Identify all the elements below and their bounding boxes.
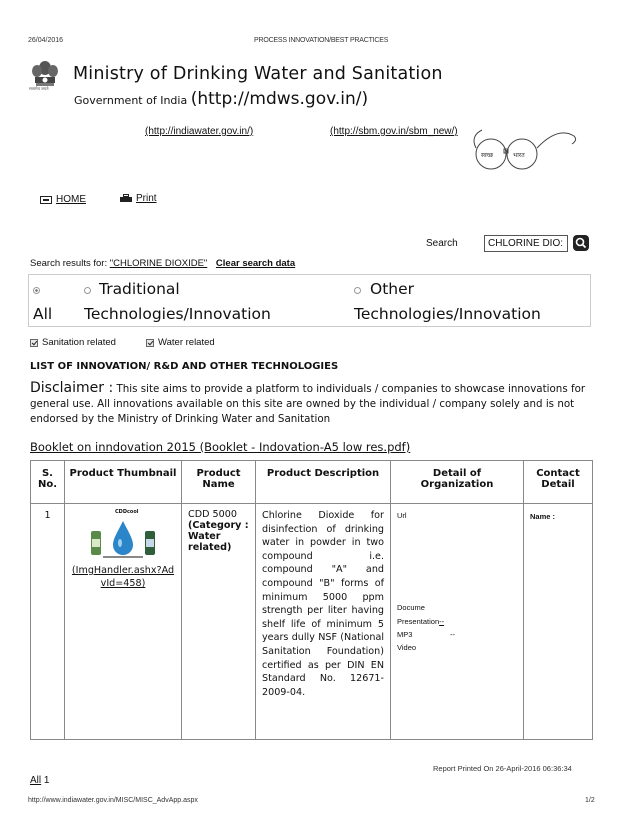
ministry-title: Ministry of Drinking Water and Sanitation [73,64,443,84]
ministry-subtitle [74,89,368,109]
search-results-prefix: Search results for: [30,258,108,269]
search-icon [573,235,589,251]
disclaimer-text: This site aims to provide a platform to individuals / companies to showcase innovations for general use. All innovations available on this site are owned by the individual / company solely and is not endorsed by the Ministry of Drinking Water and Sanitation [30,383,586,425]
print-link[interactable] [120,193,157,204]
thumbnail-link[interactable]: (ImgHandler.ashx?AdvId=458) [71,565,175,589]
sbm-link[interactable]: (http://sbm.gov.in/sbm_new/) [330,126,458,137]
header-thumbnail: Product Thumbnail [65,461,182,504]
org-mp3 [397,630,455,639]
org-presentation-value[interactable]: -- [439,617,445,626]
home-label: HOME [56,194,86,205]
print-title: PROCESS INNOVATION/BEST PRACTICES [254,37,389,44]
table-header-row [31,461,593,504]
header-product-name: Product Name [182,461,256,504]
water-label: Water related [158,337,215,348]
sanitation-filter[interactable] [30,337,116,348]
thumb-brand: CDDcool [115,509,139,515]
radio-all[interactable] [33,287,40,294]
footer-page: 1/2 [585,797,595,804]
pager [30,775,49,786]
other-label-1: Other [370,280,415,298]
org-presentation-label: Presentation [397,617,440,626]
search-label: Search [426,238,458,249]
other-label-2: Technologies/Innovation [354,305,541,323]
water-checkbox[interactable] [146,339,154,347]
cell-description: Chlorine Dioxide for disinfection of drinking water in powder in two compound i.e. compound "A" and compound "B" forms of minimum 5000 ppm strength per liter having shelf life of minimum 5 years dully NSF (National Sanitation Foundation) certified as per DIN EN Standard No. 12671-2009-04. [256,504,391,740]
disclaimer [30,381,595,427]
org-mp3-label: MP3 [397,630,413,639]
pager-page[interactable]: 1 [43,775,50,786]
government-label: Government of India [74,94,188,107]
header-organization: Detail of Organization [391,461,524,504]
cell-thumbnail [65,504,182,740]
org-document: Docume [397,603,425,612]
org-mp3-value: -- [450,630,455,639]
swachh-left-text: स्वच्छ [481,153,494,159]
product-thumbnail-image[interactable] [83,509,163,561]
cell-organization [391,504,524,740]
cell-product-name [182,504,256,740]
org-presentation [397,617,444,626]
section-title: LIST OF INNOVATION/ R&D AND OTHER TECHNOLOGIES [30,361,339,372]
footer-url: http://www.indiawater.gov.in/MISC/MISC_AdvApp.aspx [28,797,198,804]
indiawater-link[interactable]: (http://indiawater.gov.in/) [145,126,254,137]
home-link[interactable] [40,194,86,205]
disclaimer-label: Disclaimer : [30,380,114,396]
swachh-bharat-logo-icon [468,122,578,174]
water-filter[interactable] [146,337,215,348]
results-table [30,460,593,740]
pager-all-link[interactable]: All [30,775,42,786]
clear-search-link[interactable]: Clear search data [215,258,296,269]
booklet-link[interactable]: Booklet on inndovation 2015 (Booklet - Indovation-A5 low res.pdf) [30,440,411,454]
cell-contact: Name : [524,504,593,740]
search-input[interactable]: CHLORINE DIO: [484,235,568,252]
home-icon [40,196,52,204]
org-video: Video [397,643,417,652]
table-row [31,504,593,740]
cell-sno: 1 [31,504,65,740]
radio-traditional[interactable] [84,287,91,294]
report-printed: Report Printed On 26-April-2016 06:36:34 [433,764,572,773]
product-name: CDD 5000 [188,509,237,520]
all-label: All [33,305,53,323]
sanitation-label: Sanitation related [42,337,116,348]
print-label: Print [136,193,157,204]
water-drop-icon [83,509,163,561]
header-sno: S. No. [31,461,65,504]
org-url-label: Url [397,511,407,520]
header-contact: Contact Detail [524,461,593,504]
mdws-url[interactable]: (http://mdws.gov.in/) [190,89,369,109]
emblem-icon [30,58,60,110]
search-results-line [30,258,295,269]
radio-other[interactable] [354,287,361,294]
traditional-label-2: Technologies/Innovation [84,305,271,323]
product-category: (Category : Water related) [188,520,249,553]
header-description: Product Description [256,461,391,504]
traditional-label-1: Traditional [99,280,180,298]
search-query: "CHLORINE DIOXIDE" [109,258,208,269]
emblem-caption: सत्यमेव जयते [29,86,49,91]
print-date: 26/04/2016 [28,37,64,44]
sanitation-checkbox[interactable] [30,339,38,347]
printer-icon [120,194,132,203]
swachh-right-text: भारत [513,153,525,159]
search-button[interactable] [573,235,589,251]
